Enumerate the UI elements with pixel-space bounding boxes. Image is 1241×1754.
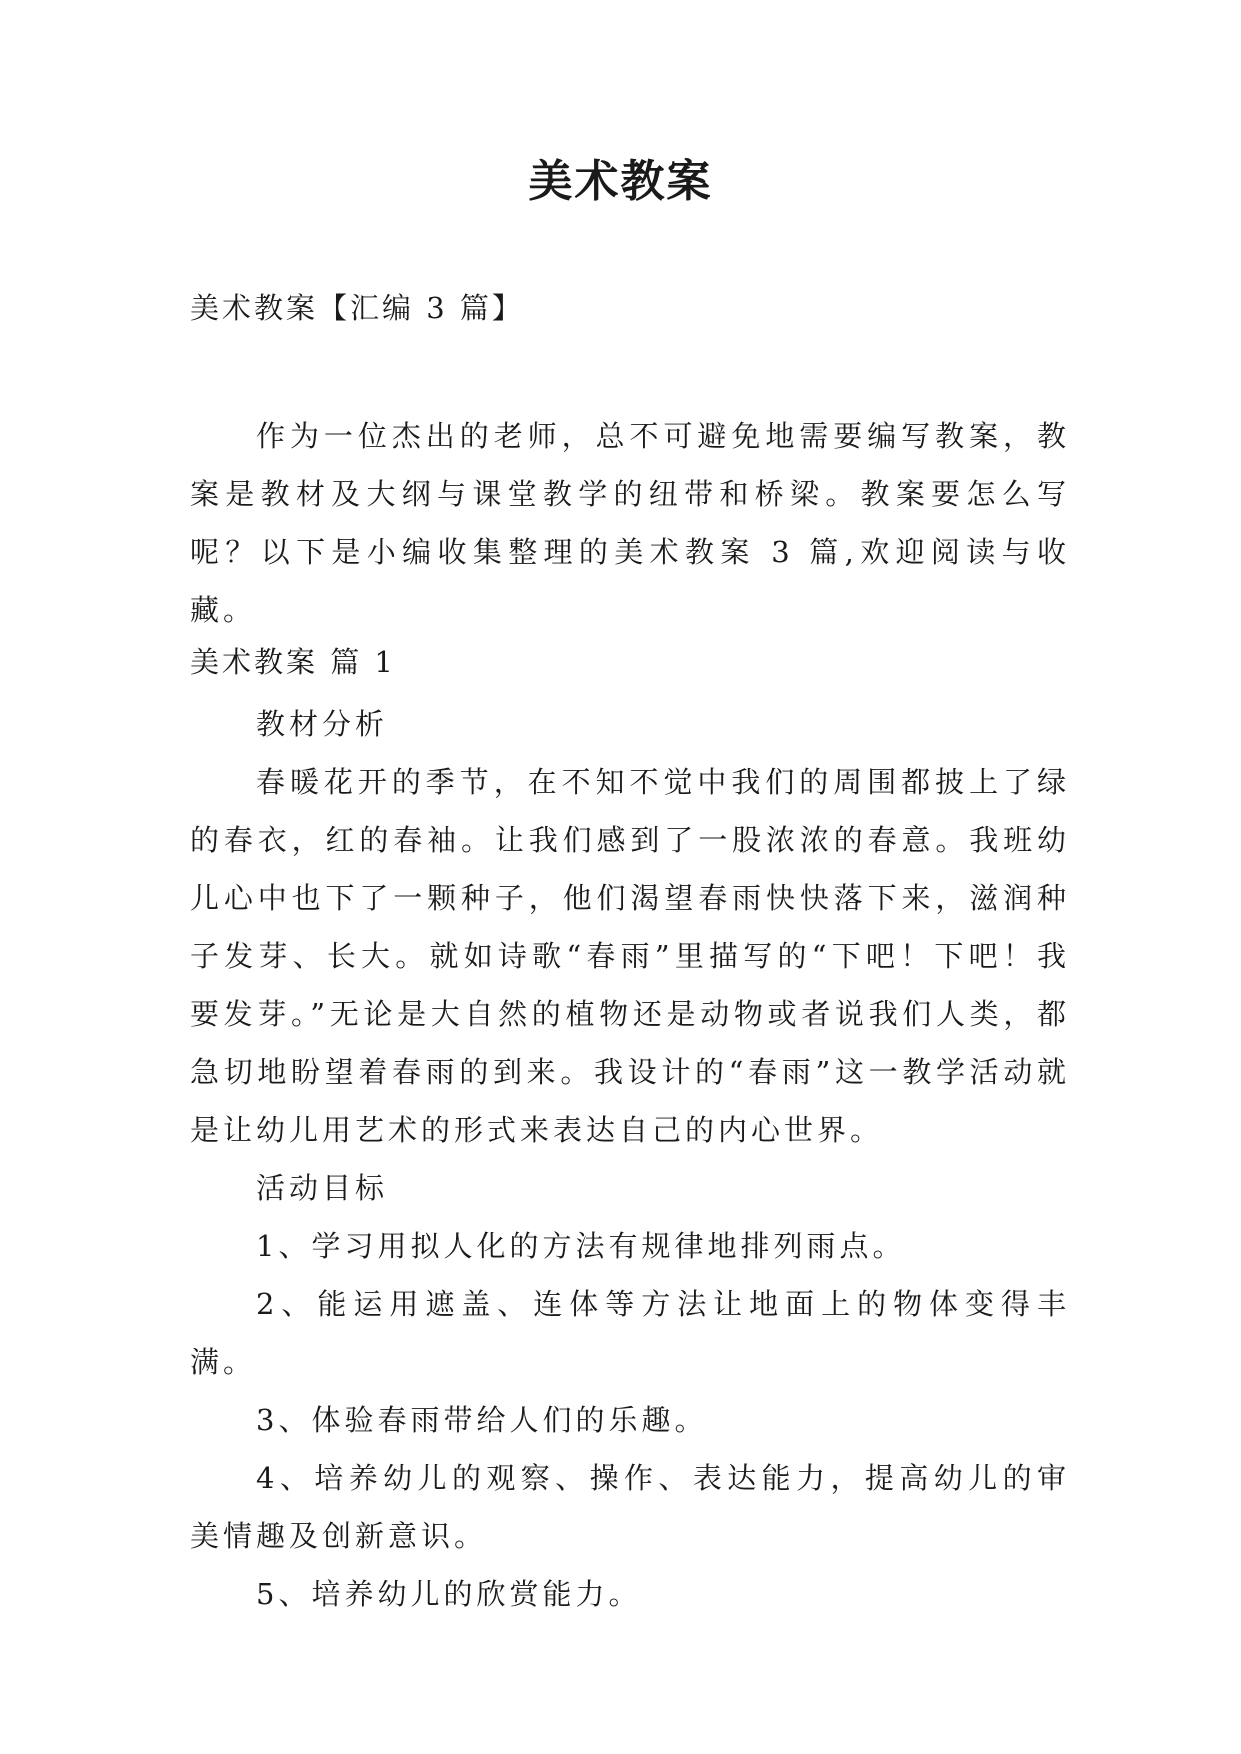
section-body	[190, 695, 1070, 1623]
document-title: 美术教案	[528, 156, 713, 207]
objective-item: 1、学习用拟人化的方法有规律地排列雨点。	[256, 1229, 906, 1263]
objective-item: 5、培养幼儿的欣赏能力。	[256, 1577, 642, 1611]
document-subtitle: 美术教案【汇编 3 篇】	[190, 291, 524, 325]
material-analysis-heading: 教材分析	[256, 707, 389, 741]
intro-paragraph: 作为一位杰出的老师，总不可避免地需要编写教案，教案是教材及大纲与课堂教学的纽带和桥梁。教案要怎么写呢？以下是小编收集整理的美术教案 3 篇,欢迎阅读与收藏。	[190, 419, 1070, 627]
material-analysis-paragraph: 春暖花开的季节，在不知不觉中我们的周围都披上了绿的春衣，红的春袖。让我们感到了一股浓浓的春意。我班幼儿心中也下了一颗种子，他们渴望春雨快快落下来，滋润种子发芽、长大。就如诗歌“春雨”里描写的“下吧！下吧！我要发芽。”无论是大自然的植物还是动物或者说我们人类，都急切地盼望着春雨的到来。我设计的“春雨”这一教学活动就是让幼儿用艺术的形式来表达自己的内心世界。	[190, 765, 1070, 1147]
objectives-heading: 活动目标	[256, 1171, 389, 1205]
objective-item: 4、培养幼儿的观察、操作、表达能力，提高幼儿的审美情趣及创新意识。	[190, 1461, 1070, 1553]
objective-item: 2、能运用遮盖、连体等方法让地面上的物体变得丰满。	[190, 1287, 1070, 1379]
objective-item: 3、体验春雨带给人们的乐趣。	[256, 1403, 708, 1437]
section-heading: 美术教案 篇 1	[190, 645, 396, 679]
